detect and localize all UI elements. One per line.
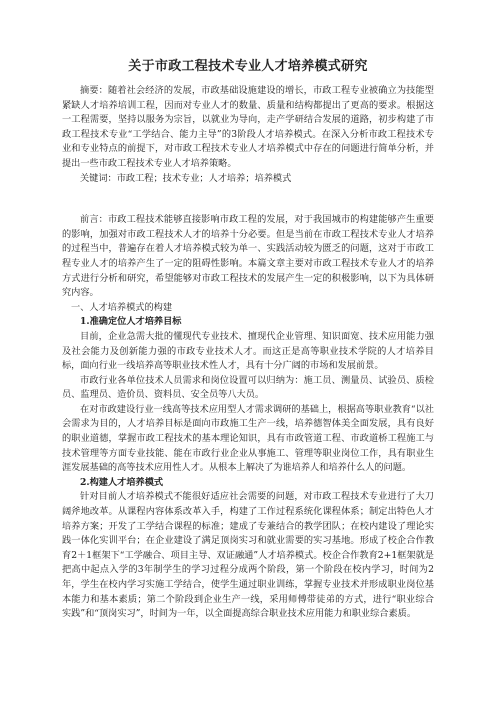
body-paragraph-2: 市政行业各单位技术人员需求和岗位设置可以归纳为：施工员、测量员、试验员、质检员、监理员、造价员、资料员、安全员等八大员。 [62, 374, 434, 401]
paper-title: 关于市政工程技术专业人才培养模式研究 [128, 59, 368, 74]
body-paragraph-4: 针对目前人才培养模式不能很好适应社会需要的问题，对市政工程技术专业进行了大刀阔斧地改革。从课程内容体系改革入手，构建了工作过程系统化课程体系；制定出特色人才培养方案；开发了工学结合课程的标准；建成了专兼结合的教学团队；在校内建设了理论实践一体化实训平台；在企业建设了满足顶岗实习和就业需要的实习基地。形成了校企合作教育2＋1框架下“工学融合、项目主导、双证融通”人才培养模式。校企合作教育2+1框架就是把高中起点入学的3年制学生的学习过程分成两个阶段，第一个阶段在校内学习，时间为2年，学生在校内学习实施工学结合，使学生通过职业训练，掌握专业技术并形成职业岗位基本能力和基本素质；第二个阶段到企业生产一线，采用师傅带徒弟的方式，进行“职业综合实践”和“顶岗实习”，时间为一年，以全面提高综合职业技术应用能力和职业综合素质。 [62, 491, 434, 620]
preface-paragraph: 前言：市政工程技术能够直接影响市政工程的发展，对于我国城市的构建能够产生重要的影响，加强对市政工程技术人才的培养十分必要。但是当前在市政工程技术专业人才培养的过程当中，普遍存在着人才培养模式较为单一、实践活动较为匮乏的问题，这对于市政工程专业人才的培养产生了一定的阻碍性影响。本篇文章主要对市政工程技术专业人才的培养方式进行分析和研究，希望能够对市政工程技术的发展产生一定的积极影响，以下为具体研究内容。 [62, 214, 434, 299]
body-paragraph-1: 目前，企业急需大批的懂现代专业技术、擅现代企业管理、知识面宽、技术应用能力强及社会能力及创新能力强的市政专业技术人才。而这正是高等职业技术学院的人才培养目标，面向行业一线培养高等职业技术性人才，具有十分广阔的市场和发展前景。 [62, 330, 434, 372]
section-heading-1-text: 一、人才培养模式的构建 [71, 301, 173, 313]
paper-body [62, 84, 434, 622]
subsection-heading-1: 1.准确定位人才培养目标 [80, 316, 182, 328]
section-gap [62, 186, 434, 213]
body-paragraph-3: 在对市政建设行业一线高等技术应用型人才需求调研的基础上，根据高等职业教育“以社会需求为目的，人才培养目标是面向市政施工生产一线，培养德智体美全面发展，具有良好的职业道德，掌握市政工程技术的基本理论知识，具有市政管道工程、市政道桥工程施工与技术管理等方面专业技能、能在市政行业企业从事施工、管理等职业岗位工作，具有职业生涯发展基础的高等技术应用性人才。从根本上解决了为谁培养人和培养什么人的问题。 [62, 403, 434, 474]
abstract-paragraph: 摘要：随着社会经济的发展，市政基础设施建设的增长，市政工程专业被确立为技能型紧缺人才培养培训工程，因而对专业人才的数量、质量和结构都提出了更高的要求。根据这一工程需要，坚持以服务为宗旨，以就业为导向，走产学研结合发展的道路，初步构建了市政工程技术专业“工学结合、能力主导”的3阶段人才培养模式。在深入分析市政工程技术专业和专业特点的前提下，对市政工程技术专业人才培养模式中存在的问题进行简单分析，并提出一些市政工程技术专业人才培养策略。 [62, 85, 434, 169]
section-heading-1 [62, 301, 434, 316]
subsection-heading-2: 2.构建人才培养模式 [80, 476, 164, 488]
keywords-line: 关键词：市政工程；技术专业；人才培养；培养模式 [80, 172, 292, 184]
